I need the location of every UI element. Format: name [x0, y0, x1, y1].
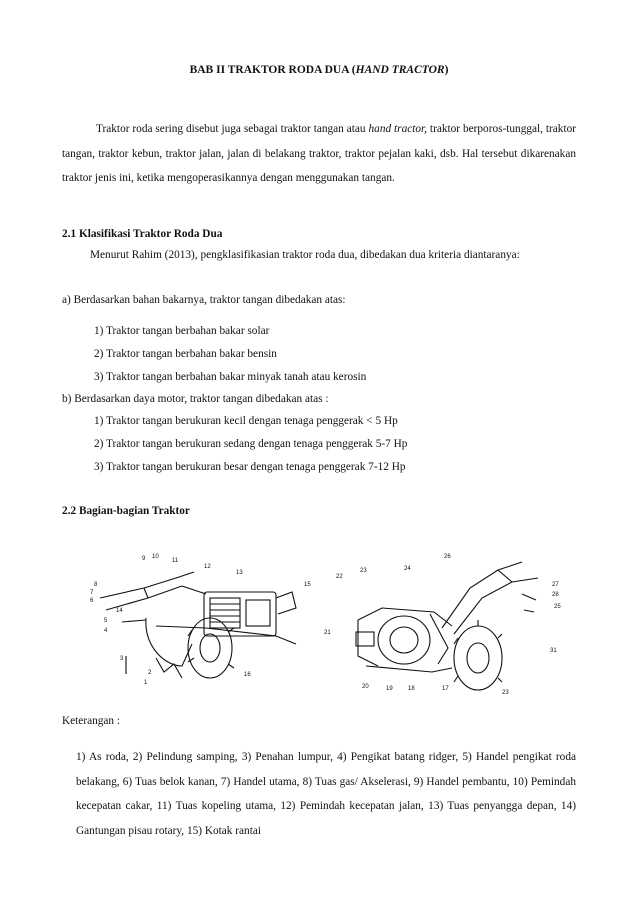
callout-label: 12 — [204, 564, 211, 570]
callout-label: 15 — [304, 582, 311, 588]
chapter-title: BAB II TRAKTOR RODA DUA (HAND TRACTOR) — [189, 64, 449, 76]
callout-label: 23 — [502, 690, 509, 696]
callout-label: 4 — [104, 628, 108, 634]
callout-label: 21 — [324, 630, 331, 636]
keterangan-label: Keterangan : — [62, 715, 121, 727]
criteria-b-label: b) Berdasarkan daya motor, traktor tangan dibedakan atas : — [62, 393, 329, 405]
criteria-a-item: 3) Traktor tangan berbahan bakar minyak tanah atau kerosin — [94, 371, 367, 383]
callout-label: 16 — [244, 672, 251, 678]
callout-label: 27 — [552, 582, 559, 588]
tractor-diagram-left — [86, 548, 322, 688]
callout-label: 23 — [360, 568, 367, 574]
section-heading-bagian: 2.2 Bagian-bagian Traktor — [62, 505, 190, 517]
klasifikasi-intro: Menurut Rahim (2013), pengklasifikasian traktor roda dua, dibedakan dua kriteria diantaranya: — [90, 249, 520, 261]
callout-label: 31 — [550, 648, 557, 654]
intro-paragraph: Traktor roda sering disebut juga sebagai traktor tangan atau hand tractor, traktor berporos-tunggal, traktor tangan, traktor kebun, traktor jalan, jalan di belakang traktor, traktor pejalan kaki, dsb. Hal tersebut dikarenakan traktor jenis ini, ketika mengoperasikannya dengan menggunakan tangan. — [62, 123, 577, 184]
callout-label: 20 — [362, 684, 369, 690]
criteria-a-item: 1) Traktor tangan berbahan bakar solar — [94, 325, 270, 337]
callout-label: 14 — [116, 608, 123, 614]
callout-label: 13 — [236, 570, 243, 576]
callout-label: 1 — [144, 680, 148, 686]
callout-label: 2 — [148, 670, 152, 676]
callout-label: 10 — [152, 554, 159, 560]
keterangan-text: 1) As roda, 2) Pelindung samping, 3) Penahan lumpur, 4) Pengikat batang ridger, 5) Handel pengikat roda belakang, 6) Tuas belok kanan, 7) Handel utama, 8) Tuas gas/ Akselerasi, 9) Handel pembantu, 10) Pemindah kecepatan cakar, 11) Tuas kopeling utama, 12) Pemindah kecepatan jalan, 13) Tuas penyangga depan, 14) Gantungan pisau rotary, 15) Kotak rantai — [76, 751, 576, 837]
callout-label: 25 — [554, 604, 561, 610]
criteria-b-item: 2) Traktor tangan berukuran sedang dengan tenaga penggerak 5-7 Hp — [94, 438, 408, 450]
callout-label: 7 — [90, 590, 94, 596]
callout-label: 3 — [120, 656, 124, 662]
callout-label: 6 — [90, 598, 94, 604]
callout-label: 8 — [94, 582, 98, 588]
tractor-diagram-right — [322, 548, 572, 698]
callout-label: 22 — [336, 574, 343, 580]
callout-label: 17 — [442, 686, 449, 692]
callout-label: 28 — [552, 592, 559, 598]
callout-label: 19 — [386, 686, 393, 692]
criteria-a-item: 2) Traktor tangan berbahan bakar bensin — [94, 348, 277, 360]
callout-label: 26 — [444, 554, 451, 560]
criteria-b-item: 3) Traktor tangan berukuran besar dengan tenaga penggerak 7-12 Hp — [94, 461, 406, 473]
callout-label: 18 — [408, 686, 415, 692]
criteria-a-label: a) Berdasarkan bahan bakarnya, traktor tangan dibedakan atas: — [62, 294, 346, 306]
section-heading-klasifikasi: 2.1 Klasifikasi Traktor Roda Dua — [62, 228, 223, 240]
callout-label: 5 — [104, 618, 108, 624]
callout-label: 9 — [142, 556, 146, 562]
callout-label: 11 — [172, 558, 179, 564]
callout-label: 24 — [404, 566, 411, 572]
criteria-b-item: 1) Traktor tangan berukuran kecil dengan tenaga penggerak < 5 Hp — [94, 415, 398, 427]
